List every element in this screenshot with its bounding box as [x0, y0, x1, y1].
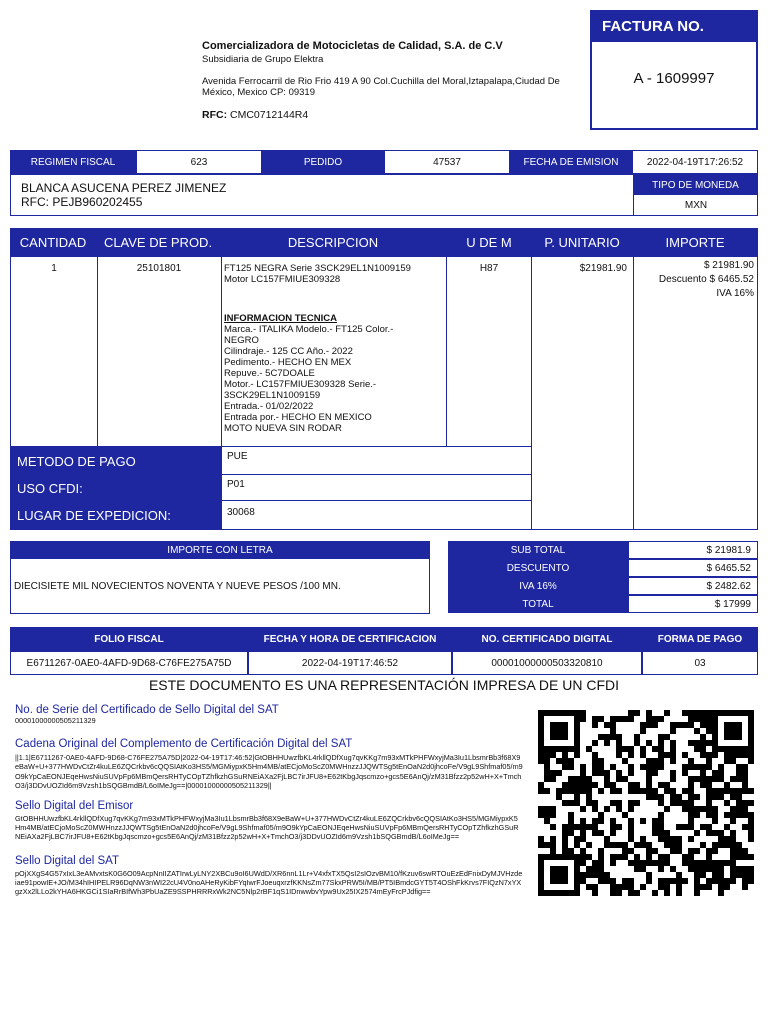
qr-finder-pattern: [550, 722, 568, 740]
total-label: TOTAL: [448, 595, 628, 613]
client-rfc: RFC: PEJB960202455: [21, 195, 143, 209]
item-unitario: $21981.90: [579, 263, 627, 274]
item-cantidad: 1: [51, 263, 57, 274]
sat-section: [15, 704, 523, 896]
folio-fiscal-value: E6711267-0AE0-4AFD-9D68-C76FE275A75D: [10, 651, 248, 675]
moneda-label: TIPO DE MONEDA: [633, 175, 758, 195]
cert-header-certificado: NO. CERTIFICADO DIGITAL: [452, 627, 642, 651]
cert-header-folio: FOLIO FISCAL: [10, 627, 248, 651]
items-body: [10, 256, 758, 530]
invoice-number: A - 1609997: [633, 69, 715, 87]
fecha-emision-value: 2022-04-19T17:26:52: [632, 150, 758, 174]
iva-label: IVA 16%: [448, 577, 628, 595]
item-importe-block: [633, 259, 754, 301]
info-line: Entrada por.- HECHO EN MEXICO: [224, 412, 372, 423]
qr-finder-pattern: [724, 722, 742, 740]
col-descripcion: DESCRIPCION: [287, 234, 379, 250]
client-info: [21, 181, 226, 209]
sat-emisor-value: GtOBHHUwzfbKL4rkllQDfXug7qvKKg7m93xMTkPHFWxyjMa3Iu1LbsmrBb3f68X9eBaW+U+377HWDvCtZr4kuLE6ZQCrkbv6cQQSIAtKo3HS5/MGMiypxK5Hm4MB/atECjoMoScZ0MWHnzzJJQWTSg5tEnOaN2d0jhcoFe/V9gL9Shfmaf05/m9O9kYpCaEONJEqeHwsNiuSUVpFp6MBmQersRHTyCOpTZhfkzhGSuRNEiAXa2FjLBC7irJFU8+E62tKbgJqscmzo+gcs5E6AnQj/zM31Bfzz2p52wH+X+TmchO3/j3DDvUOZId6m9Vzsh1bSQGBmdB/L6oIMeJg==: [15, 814, 519, 842]
company-address: Avenida Ferrocarril de Rio Frio 419 A 90 Col.Cuchilla del Moral,Iztapalapa,Ciudad De México, Mexico CP: 09319: [202, 76, 560, 98]
sat-serie-label: No. de Serie del Certificado de Sello Digital del SAT: [15, 704, 279, 716]
info-line: Marca.- ITALIKA Modelo.- FT125 Color.-: [224, 324, 394, 335]
cfdi-notice: ESTE DOCUMENTO ES UNA REPRESENTACIÓN IMPRESA DE UN CFDI: [148, 677, 620, 693]
sat-serie-value: 00001000000505211329: [15, 716, 96, 725]
uso-cfdi-label: USO CFDI:: [11, 475, 221, 501]
pedido-value: 47537: [384, 150, 510, 174]
invoice-number-box: [590, 10, 758, 130]
item-iva: IVA 16%: [716, 288, 754, 299]
descuento-value: $ 6465.52: [628, 559, 758, 577]
total-value: $ 17999: [628, 595, 758, 613]
info-line: Motor.- LC157FMIUE309328 Serie.-: [224, 379, 377, 390]
metodo-pago-value: PUE: [227, 451, 248, 462]
cert-header-forma-pago: FORMA DE PAGO: [642, 627, 758, 651]
lugar-expedicion-value: 30068: [227, 507, 255, 518]
item-importe: $ 21981.90: [703, 260, 754, 271]
info-line: 3SCK29EL1N1009159: [224, 390, 321, 401]
amount-letter-label: IMPORTE CON LETRA: [11, 542, 429, 559]
item-desc-line1: FT125 NEGRA Serie 3SCK29EL1N1009159: [224, 263, 411, 274]
info-line: Repuve.- 5C7DOALE: [224, 368, 315, 379]
header-row: [10, 150, 758, 174]
fecha-certificacion-value: 2022-04-19T17:46:52: [248, 651, 452, 675]
item-descripcion: [224, 263, 446, 434]
fecha-emision-label: FECHA DE EMISION: [510, 150, 632, 174]
subtotal-value: $ 21981.9: [628, 541, 758, 559]
cert-table: [10, 627, 758, 675]
qr-code: [538, 710, 754, 896]
item-desc-line2: Motor LC157FMIUE309328: [224, 274, 341, 285]
info-line: Cilindraje.- 125 CC Año.- 2022: [224, 346, 353, 357]
qr-code-image: [538, 710, 754, 896]
col-unitario: P. UNITARIO: [544, 234, 620, 250]
qr-finder-pattern: [550, 866, 568, 884]
certificado-digital-value: 00001000000503320810: [452, 651, 642, 675]
pedido-label: PEDIDO: [262, 150, 384, 174]
item-clave: 25101801: [136, 263, 182, 274]
client-box: [10, 174, 758, 216]
company-subsidiary: Subsidiaria de Grupo Elektra: [202, 54, 324, 65]
col-udem: U DE M: [466, 234, 512, 250]
info-line: Pedimento.- HECHO EN MEX: [224, 357, 352, 368]
item-unidad: H87: [479, 263, 499, 274]
info-line: MOTO NUEVA SIN RODAR: [224, 423, 342, 434]
sat-sello-value: pOjXXgS4G57xIxL3eAMvxtsK0G6O09AcpNnIIZATIrwLyLNY2XBCu9oI6UWdD/XR6nnL1Lr+V4xfxTX5QsI2sIOzvBM10/fKzuv6swRTOuEzEdFnixDyMJVHzdeiae91powIE+JO/M34hIHIPELR96DqNW3nWI22cU4V0noAHeRyKibFYqIwrFJoeuqxrzfKKNsZm77SkxPRW5I/MB/PT5IBmdcGYT5T4OShFkKrvs7FIQzN7xYXgzXx2lLLo2kYHA6HKGCi1SIaRrBIfWh3PbUaZE9SSPHRRRxWk2NC5Nlp2rBF1qS1IDnwwbvYpw9Ux25IX2574mEyFrcPJdfig==: [15, 868, 523, 897]
descuento-label: DESCUENTO: [448, 559, 628, 577]
metodo-pago-label: METODO DE PAGO: [11, 447, 221, 475]
items-table: [10, 228, 758, 530]
cert-header-fecha: FECHA Y HORA DE CERTIFICACION: [248, 627, 452, 651]
company-rfc-value: CMC0712144R4: [230, 109, 309, 121]
amount-letter-box: [10, 541, 430, 614]
subtotal-label: SUB TOTAL: [448, 541, 628, 559]
amount-letter-value: DIECISIETE MIL NOVECIENTOS NOVENTA Y NUEVE PESOS /100 MN.: [14, 580, 341, 592]
sat-cadena-label: Cadena Original del Complemento de Certificación Digital del SAT: [15, 738, 353, 751]
totals-box: [448, 541, 758, 613]
client-name: BLANCA ASUCENA PEREZ JIMENEZ: [21, 181, 227, 195]
company-rfc-label: RFC:: [202, 109, 228, 121]
info-line: NEGRO: [224, 335, 259, 346]
sat-sello-label: Sello Digital del SAT: [15, 854, 119, 867]
invoice-title: FACTURA NO.: [592, 12, 756, 42]
info-tecnica-title: INFORMACION TECNICA: [224, 313, 337, 324]
items-header: [10, 228, 758, 256]
company-block: [202, 40, 582, 121]
col-clave: CLAVE DE PROD.: [103, 234, 213, 250]
sat-cadena-value: ||1.1|E6711267-0AE0-4AFD-9D68-C76FE275A75D|2022-04-19T17:46:52|GtOBHHUwzfbKL4rkllQDfXug7qvKKg7m93xMTkPHFWxyjMa3Iu1LbsmrBb3f68X9eBaW+U+377HWDvCtZr4kuLE6ZQCrkbv6cQQSIAtKo3HS5/MGMiypxK5Hm4MB/atECjoMoScZ0MWHnzzJJQWTSg5tEnOaN2d0jhcoFe/V9gL9Shfmaf05/m9O9kYpCaEONJEqeHwsNiuSUVpFp6MBmQersRHTyCOpTZhfkzhGSuRNEiAXa2FjLBC7irJFU8+E62tKbgJqscmzo+gcs5E6AnQj/zM31Bfzz2p52wH+X+TmchO3/j3DDvUOZId6m9Vzsh1bSQGBmdB/L6oIMeJg==|00001000000505211329||: [15, 753, 523, 790]
col-cantidad: CANTIDAD: [19, 234, 87, 250]
company-name: Comercializadora de Motocicletas de Calidad, S.A. de C.V: [202, 40, 503, 52]
moneda-value: MXN: [633, 195, 758, 216]
regimen-value: 623: [136, 150, 262, 174]
item-descuento: Descuento $ 6465.52: [658, 274, 754, 285]
info-line: Entrada.- 01/02/2022: [224, 401, 314, 412]
iva-value: $ 2482.62: [628, 577, 758, 595]
uso-cfdi-value: P01: [227, 479, 245, 490]
lugar-expedicion-label: LUGAR DE EXPEDICION:: [11, 501, 221, 529]
col-importe: IMPORTE: [665, 234, 725, 250]
company-rfc: [202, 109, 582, 121]
sat-emisor-label: Sello Digital del Emisor: [15, 800, 134, 813]
forma-pago-value: 03: [642, 651, 758, 675]
regimen-label: REGIMEN FISCAL: [10, 150, 136, 174]
